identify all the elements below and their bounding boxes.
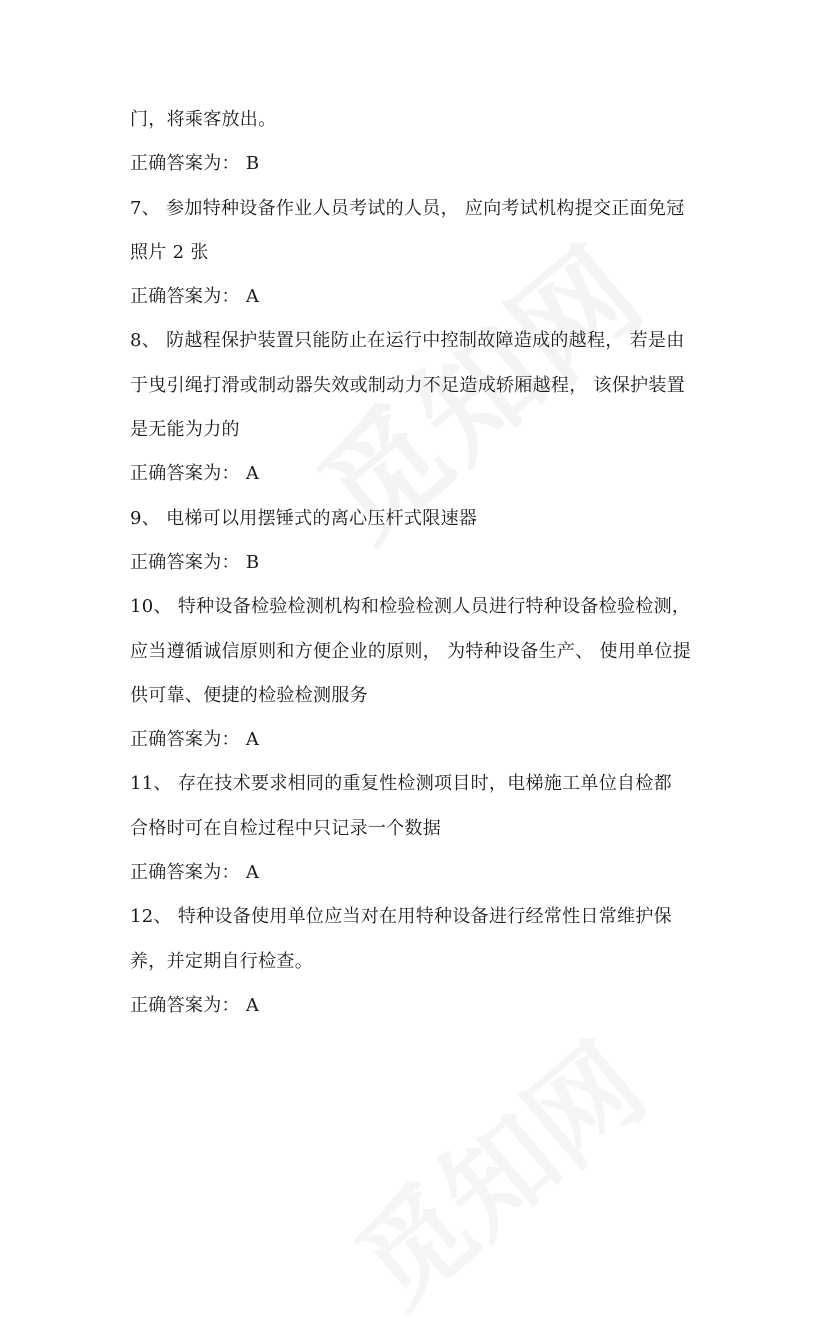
answer-line: 正确答案为： B bbox=[130, 153, 260, 175]
answer-line: 正确答案为： A bbox=[130, 862, 260, 884]
watermark-logo-bottom bbox=[318, 1002, 672, 1335]
text-line: 照片 2 张 bbox=[130, 241, 209, 263]
text-line: 于曳引绳打滑或制动器失效或制动力不足造成轿厢越程， 该保护装置 bbox=[130, 374, 686, 396]
text-line: 供可靠、便捷的检验检测服务 bbox=[130, 684, 368, 706]
question-line: 10、 特种设备检验检测机构和检验检测人员进行特种设备检验检测， bbox=[130, 596, 691, 618]
answer-line: 正确答案为： A bbox=[130, 994, 260, 1016]
question-line: 12、 特种设备使用单位应当对在用特种设备进行经常性日常维护保 bbox=[130, 906, 672, 928]
text-line: 是无能为力的 bbox=[130, 419, 240, 441]
answer-line: 正确答案为： B bbox=[130, 551, 260, 573]
text-line: 应当遵循诚信原则和方便企业的原则， 为特种设备生产、 使用单位提 bbox=[130, 640, 692, 662]
question-line: 11、 存在技术要求相同的重复性检测项目时，电梯施工单位自检都 bbox=[130, 773, 672, 795]
answer-line: 正确答案为： A bbox=[130, 463, 260, 485]
text-line: 门，将乘客放出。 bbox=[130, 109, 277, 130]
question-list bbox=[130, 102, 710, 1032]
question-line: 7、 参加特种设备作业人员考试的人员， 应向考试机构提交正面免冠 bbox=[130, 197, 685, 219]
question-line: 8、 防越程保护装置只能防止在运行中控制故障造成的越程， 若是由 bbox=[130, 330, 685, 352]
question-line: 9、 电梯可以用摆锤式的离心压杆式限速器 bbox=[130, 507, 478, 529]
text-line: 养，并定期自行检查。 bbox=[130, 950, 313, 972]
answer-line: 正确答案为： A bbox=[130, 729, 260, 751]
answer-line: 正确答案为： A bbox=[130, 286, 260, 308]
text-line: 合格时可在自检过程中只记录一个数据 bbox=[130, 817, 442, 839]
